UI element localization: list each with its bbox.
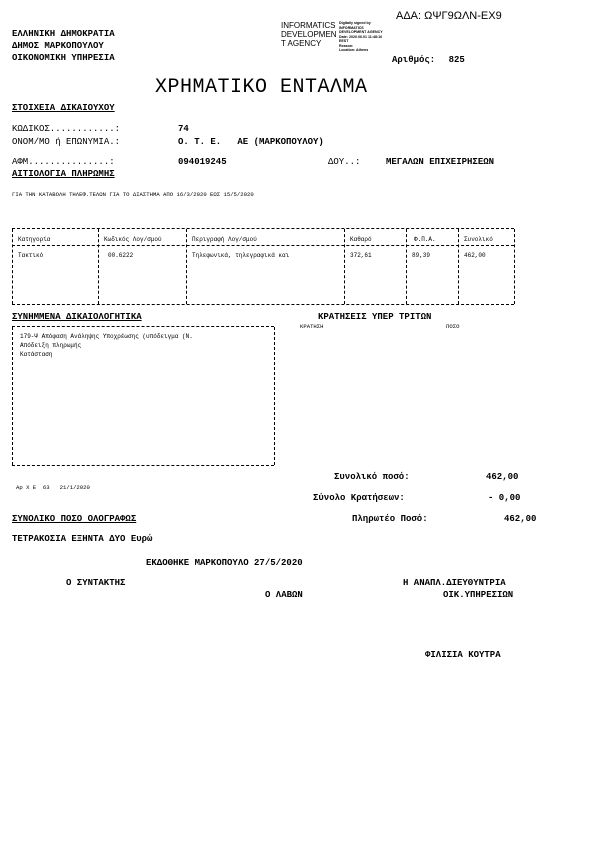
- name-label: ΟΝΟΜ/ΜΟ ή ΕΠΩΝΥΜΙΑ.:: [12, 137, 121, 147]
- code-label: ΚΩΔΙΚΟΣ............:: [12, 124, 121, 134]
- row-vat: 89,39: [412, 252, 431, 259]
- ada-code: ΑΔΑ: ΩΨΓ9ΩΛΝ-ΕΧ9: [396, 10, 502, 22]
- issued-place-date: ΕΚΔΟΘΗΚΕ ΜΑΡΚΟΠΟΥΛΟ 27/5/2020: [146, 558, 303, 568]
- withholdings-total-value: - 0,00: [488, 493, 521, 503]
- withholdings-section-title: ΚΡΑΤΗΣΕΙΣ ΥΠΕΡ ΤΡΙΤΩΝ: [318, 312, 432, 322]
- voucher-number-label: Αριθμός:: [392, 55, 436, 65]
- signature-director-name: ΦΙΛΙΣΙΑ ΚΟΥΤΡΑ: [425, 650, 501, 660]
- list-item: Απόδειξη πληρωμής: [20, 342, 82, 349]
- signature-director-department: ΟΙΚ.ΥΠΗΡΕΣΙΩΝ: [443, 590, 514, 600]
- table-header-account-code: Κωδικός Λογ/σμού: [104, 236, 162, 243]
- table-header-net: Καθαρό: [350, 236, 372, 243]
- beneficiary-section-title: ΣΤΟΙΧΕΙΑ ΔΙΚΑΙΟΥΧΟΥ: [12, 103, 115, 113]
- table-header-account-description: Περιγραφή Λογ/σμού: [192, 236, 257, 243]
- total-value: 462,00: [486, 472, 519, 482]
- table-header-category: Κατηγορία: [18, 236, 51, 243]
- signature-author: Ο ΣΥΝΤΑΚΤΗΣ: [66, 578, 126, 588]
- withholdings-col-label: ΚΡΑΤΗΣΗ: [300, 323, 324, 330]
- justification-text: ΓΙΑ ΤΗΝ ΚΑΤΑΒΟΛΗ ΤΗΛΕΦ.ΤΕΛΩΝ ΓΙΑ ΤΟ ΔΙΑΣΤΗΜΑ ΑΠΟ 16/3/2020 ΕΩΣ 15/5/2020: [12, 191, 254, 198]
- signature-receiver: Ο ΛΑΒΩΝ: [265, 590, 303, 600]
- signature-stamp-title: INFORMATICS DEVELOPMEN T AGENCY: [281, 21, 337, 48]
- list-item: 179-Ψ Απόφαση Ανάληψης Υποχρέωσης (υπόδειγμα (Ν.: [20, 333, 193, 340]
- code-value: 74: [178, 124, 189, 134]
- justification-section-title: ΑΙΤΙΟΛΟΓΙΑ ΠΛΗΡΩΜΗΣ: [12, 169, 115, 179]
- page-title: ΧΡΗΜΑΤΙΚΟ ΕΝΤΑΛΜΑ: [155, 76, 368, 99]
- supporting-docs-section-title: ΣΥΝΗΜΜΕΝΑ ΔΙΚΑΙΟΛΟΓΗΤΙΚΑ: [12, 312, 142, 322]
- header-department: ΟΙΚΟΝΟΜΙΚΗ ΥΠΗΡΕΣΙΑ: [12, 53, 115, 63]
- table-header-vat: Φ.Π.Α.: [414, 236, 436, 243]
- signature-stamp-details: Digitally signed by INFORMATICS DEVELOPMENT AGENCY Date: 2020.06.01 11:48:16 EEST Reason: Location: Athens: [339, 21, 383, 52]
- voucher-number-value: 825: [448, 55, 465, 65]
- row-category: Τακτικό: [18, 252, 44, 259]
- row-account-description: Τηλεφωνικά, τηλεγραφικά και: [192, 252, 290, 259]
- doy-value: ΜΕΓΑΛΩΝ ΕΠΙΧΕΙΡΗΣΕΩΝ: [386, 157, 495, 167]
- afm-value: 094019245: [178, 157, 227, 167]
- amount-in-words-label: ΣΥΝΟΛΙΚΟ ΠΟΣΟ ΟΛΟΓΡΑΦΩΣ: [12, 514, 137, 524]
- total-label: Συνολικό ποσό:: [334, 472, 410, 482]
- row-net: 372,61: [350, 252, 372, 259]
- row-account-code: 00.6222: [108, 252, 134, 259]
- list-item: Κατάσταση: [20, 351, 53, 358]
- table-header-total: Συνολικό: [464, 236, 493, 243]
- voucher-number: [392, 55, 465, 65]
- payable-label: Πληρωτέο Ποσό:: [352, 514, 428, 524]
- payable-value: 462,00: [504, 514, 537, 524]
- withholdings-total-label: Σύνολο Κρατήσεων:: [313, 493, 405, 503]
- amount-in-words-value: ΤΕΤΡΑΚΟΣΙΑ ΕΞΗΝΤΑ ΔΥΟ Ευρώ: [12, 534, 153, 544]
- signature-director-title: Η ΑΝΑΠΛ.ΔΙΕΥΘΥΝΤΡΙΑ: [403, 578, 506, 588]
- header-municipality: ΔΗΜΟΣ ΜΑΡΚΟΠΟΥΛΟΥ: [12, 41, 104, 51]
- reference-note: Αρ Χ Ε 63 21/1/2020: [16, 484, 90, 491]
- doy-label: ΔΟΥ..:: [328, 157, 361, 167]
- afm-label: ΑΦΜ...............:: [12, 157, 115, 167]
- withholdings-col-amount: ΠΟΣΟ: [446, 323, 460, 330]
- row-total: 462,00: [464, 252, 486, 259]
- name-value: Ο. Τ. Ε. ΑΕ (ΜΑΡΚΟΠΟΥΛΟΥ): [178, 137, 324, 147]
- header-republic: ΕΛΛΗΝΙΚΗ ΔΗΜΟΚΡΑΤΙΑ: [12, 29, 115, 39]
